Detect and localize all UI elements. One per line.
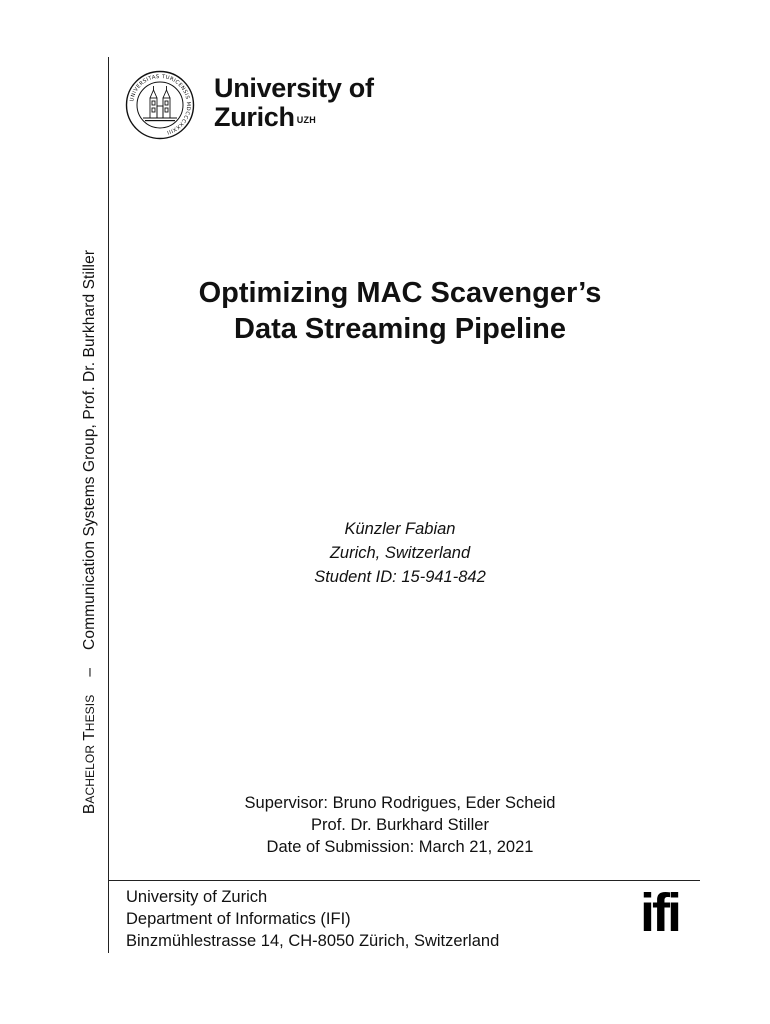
vertical-rule	[108, 57, 109, 953]
title-line2: Data Streaming Pipeline	[234, 313, 566, 345]
author-name: Künzler Fabian	[344, 520, 456, 538]
footer-rule	[108, 880, 700, 881]
student-id: Student ID: 15-941-842	[314, 568, 486, 586]
seal-text: UNIVERSITAS TURICENSIS MDCCCXXXIII	[129, 73, 192, 136]
wordmark-zurich: Zurich	[214, 102, 295, 132]
spine-separator: –	[81, 667, 98, 677]
supervision-block	[110, 792, 690, 858]
submission-date: Date of Submission: March 21, 2021	[266, 838, 534, 856]
spine-thesis-achelor: ACHELOR	[83, 744, 97, 804]
footer-street: Binzmühlestrasse 14, CH-8050 Zürich, Switzerland	[126, 932, 500, 950]
author-location: Zurich, Switzerland	[329, 544, 471, 562]
footer-department: Department of Informatics (IFI)	[126, 910, 351, 928]
spine-thesis-t: T	[81, 731, 98, 741]
spine-thesis-hesis: HESIS	[83, 694, 97, 732]
spine-thesis-b: B	[81, 803, 98, 815]
author-block	[110, 517, 690, 589]
professor-line: Prof. Dr. Burkhard Stiller	[311, 816, 489, 834]
university-wordmark	[214, 74, 374, 132]
svg-text:UNIVERSITAS TURICENSIS MDCCCXX	[129, 74, 191, 135]
footer-address	[126, 886, 499, 952]
thesis-title	[110, 275, 690, 347]
wordmark-line1: University of	[214, 73, 374, 103]
title-line1: Optimizing MAC Scavenger’s	[198, 277, 602, 309]
spine-group: Communication Systems Group, Prof. Dr. Burkhard Stiller	[81, 249, 98, 650]
spine-text	[81, 250, 99, 814]
university-seal-icon	[125, 70, 195, 140]
footer-institution: University of Zurich	[126, 888, 268, 906]
supervisor-line: Supervisor: Bruno Rodrigues, Eder Scheid	[244, 794, 556, 812]
wordmark-line2	[214, 103, 374, 132]
wordmark-uzh: UZH	[296, 115, 317, 125]
ifi-logo: ifi	[640, 883, 679, 943]
